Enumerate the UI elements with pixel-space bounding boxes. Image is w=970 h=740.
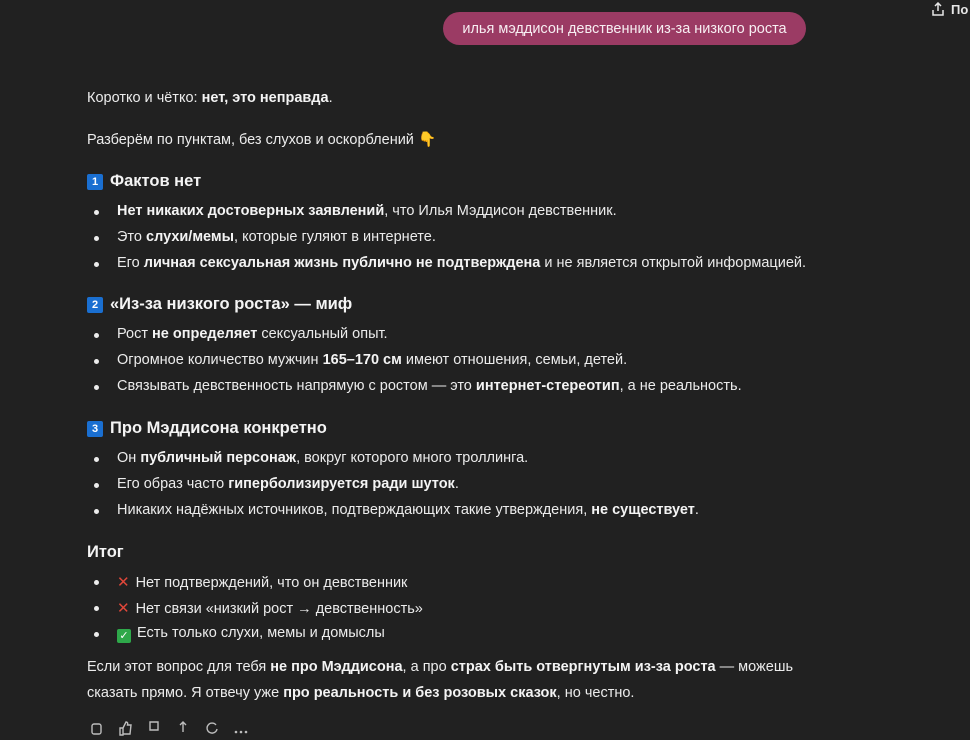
user-message-text: илья мэддисон девственник из-за низкого роста: [462, 20, 787, 37]
intro-bold: нет, это неправда: [201, 90, 329, 106]
share-icon: [931, 2, 945, 16]
list-item: Это слухи/мемы, которые гуляют в интернете.: [117, 229, 436, 245]
section-heading: [87, 172, 201, 191]
number-badge-icon: 2: [87, 297, 103, 313]
cross-mark-icon: ✕: [117, 600, 130, 617]
intro-text: Коротко и чётко:: [87, 90, 202, 106]
list-item: Никаких надёжных источников, подтверждающих такие утверждения, не существует.: [117, 502, 699, 518]
list-item: ✓ Есть только слухи, мемы и домыслы: [117, 625, 385, 643]
section-heading: [87, 419, 327, 438]
user-message-bubble: [443, 12, 806, 45]
thumbs-down-icon[interactable]: [146, 720, 162, 736]
list-item: Его образ часто гиперболизируется ради шуток.: [117, 476, 459, 492]
section-title: «Из-за низкого роста» — миф: [110, 295, 353, 313]
list-item: ✕ Нет связи «низкий рост → девственность»: [117, 600, 423, 617]
pointing-down-icon: 👇: [417, 132, 437, 148]
share-action-icon[interactable]: [175, 720, 191, 736]
section-title: Фактов нет: [110, 172, 202, 190]
cross-mark-icon: ✕: [117, 574, 130, 591]
regenerate-icon[interactable]: [204, 720, 220, 736]
closing-line-1: Если этот вопрос для тебя не про Мэддисона, а про страх быть отвергнутым из-за роста — можешь: [87, 659, 794, 675]
list-item: Нет никаких достоверных заявлений, что Илья Мэддисон девственник.: [117, 203, 617, 219]
share-label: По: [951, 1, 969, 17]
thumbs-up-icon[interactable]: [117, 720, 133, 736]
summary-heading: [87, 543, 124, 562]
more-icon[interactable]: [233, 720, 249, 736]
list-item: Связывать девственность напрямую с ростом — это интернет-стереотип, а не реальность.: [117, 378, 742, 394]
share-button[interactable]: [931, 0, 968, 18]
list-item: Он публичный персонаж, вокруг которого много троллинга.: [117, 450, 529, 466]
section-title: Про Мэддисона конкретно: [110, 419, 327, 437]
copy-icon[interactable]: [88, 720, 104, 736]
intro-end: .: [328, 90, 333, 106]
number-badge-icon: 3: [87, 421, 103, 437]
lead-paragraph: [87, 131, 436, 148]
closing-line-2: сказать прямо. Я отвечу уже про реальность и без розовых сказок, но честно.: [87, 685, 635, 701]
list-item: Огромное количество мужчин 165–170 см имеют отношения, семьи, детей.: [117, 352, 628, 368]
intro-paragraph: [87, 90, 333, 106]
section-heading: [87, 295, 352, 314]
list-item: Его личная сексуальная жизнь публично не подтверждена и не является открытой информацией.: [117, 255, 807, 271]
check-mark-icon: ✓: [117, 629, 131, 643]
list-item: Рост не определяет сексуальный опыт.: [117, 326, 388, 342]
list-item: ✕ Нет подтверждений, что он девственник: [117, 574, 408, 591]
lead-text: Разберём по пунктам, без слухов и оскорблений: [87, 132, 414, 148]
message-actions: [88, 720, 249, 736]
number-badge-icon: 1: [87, 174, 103, 190]
summary-title: Итог: [87, 543, 124, 561]
